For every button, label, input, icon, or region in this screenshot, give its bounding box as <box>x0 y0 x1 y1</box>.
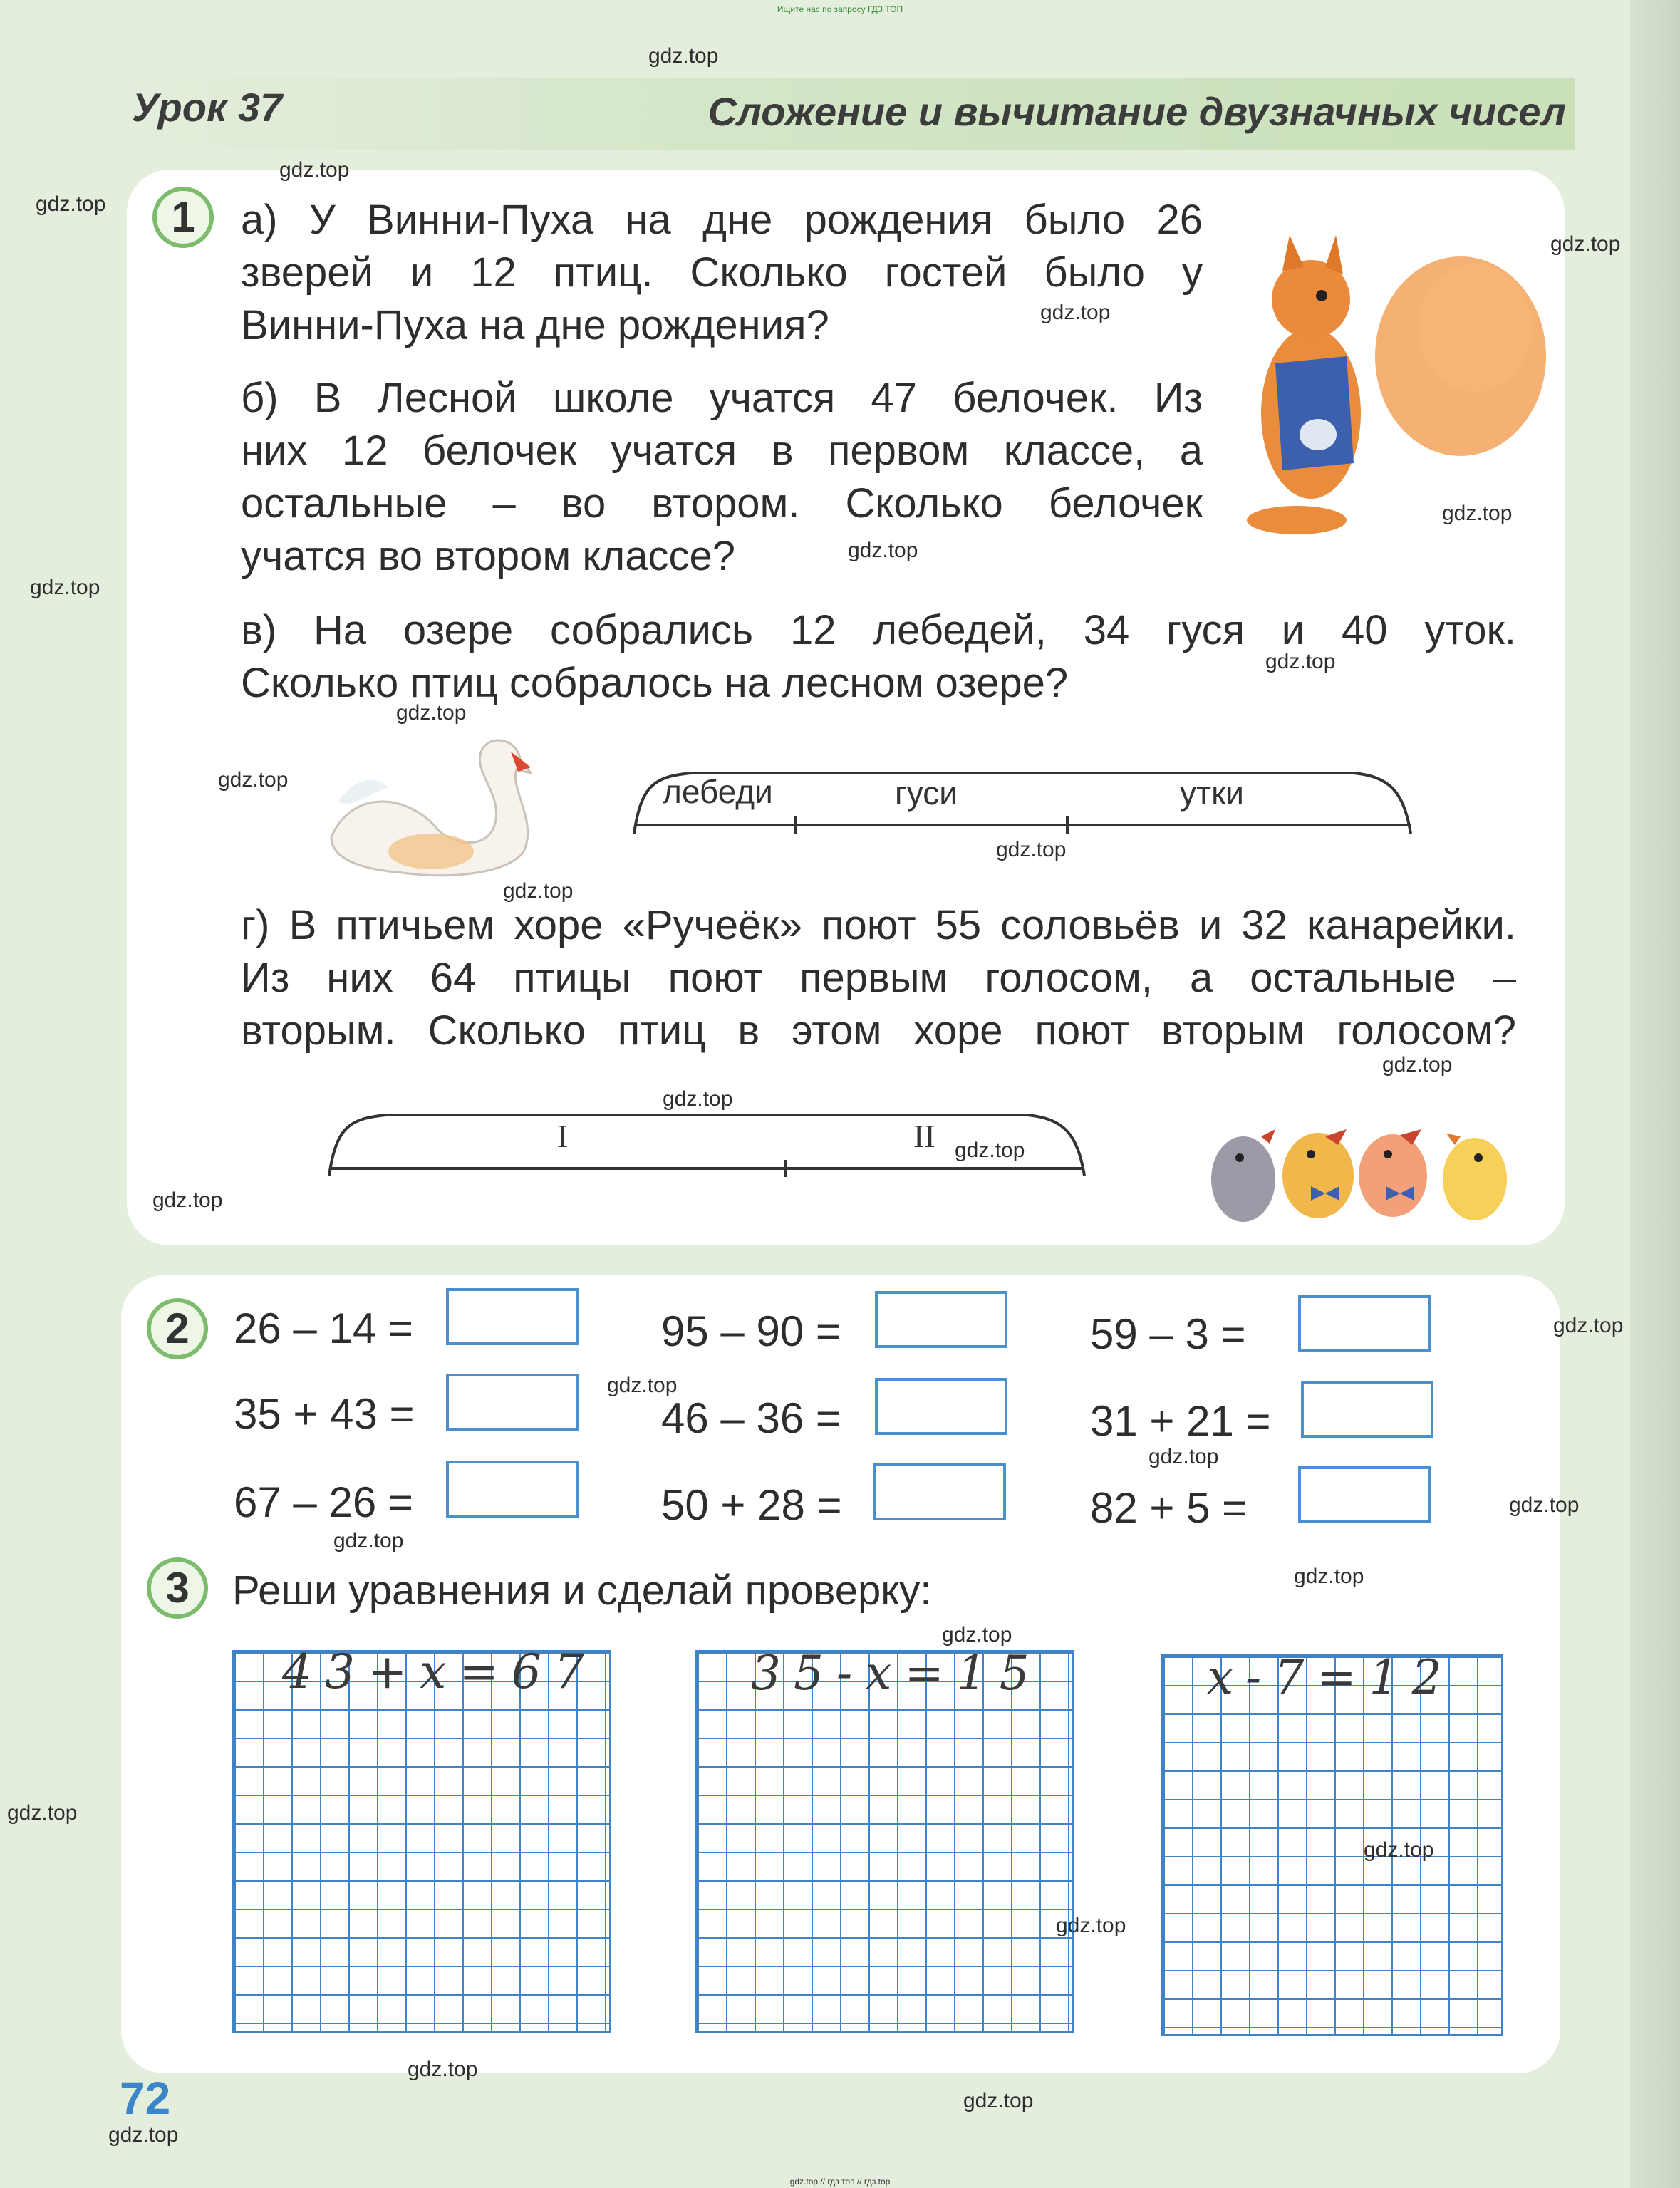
watermark: gdz.top <box>36 192 106 216</box>
task1-a-line-1: а) У Винни-Пуха на дне рождения было 26 <box>241 197 1203 243</box>
scheme1-label-ducks: утки <box>1180 774 1244 812</box>
watermark: gdz.top <box>1442 502 1513 525</box>
watermark: gdz.top <box>218 768 289 792</box>
watermark: gdz.top <box>108 2123 179 2147</box>
equation-grid-3[interactable] <box>1161 1654 1503 2036</box>
scheme2-label-second: II <box>913 1118 935 1154</box>
watermark: gdz.top <box>1294 1565 1364 1588</box>
watermark: gdz.top <box>607 1374 678 1397</box>
top-note: Ищите нас по запросу ГДЗ ТОП <box>777 4 903 14</box>
watermark: gdz.top <box>30 576 100 599</box>
task2-answer-box[interactable] <box>873 1463 1006 1520</box>
task1-a-line-2: зверей и 12 птиц. Сколько гостей было у <box>241 249 1203 296</box>
task2-expr-1-1: 26 – 14 = <box>234 1305 413 1352</box>
task3-badge: 3 <box>147 1557 208 1619</box>
task1-a-line-3: Винни-Пуха на дне рождения? <box>241 302 829 348</box>
equation-grid-2[interactable] <box>695 1650 1074 2033</box>
task1-b-line-1: б) В Лесной школе учатся 47 белочек. Из <box>241 375 1203 421</box>
watermark: gdz.top <box>1265 650 1336 673</box>
watermark: gdz.top <box>279 158 350 182</box>
task1-g-line-3: вторым. Сколько птиц в этом хоре поют вторым голосом? <box>241 1007 1516 1054</box>
page-edge <box>1630 0 1680 2188</box>
watermark: gdz.top <box>848 539 918 562</box>
task1-g-line-2: Из них 64 птицы поют первым голосом, а остальные – <box>241 955 1516 1001</box>
task1-g-line-1: г) В птичьем хоре «Ручеёк» поют 55 соловьёв и 32 канарейки. <box>241 902 1516 948</box>
task2-expr-2-1: 35 + 43 = <box>234 1390 415 1438</box>
scheme1-label-geese: гуси <box>895 774 958 812</box>
task1-v-line-1: в) На озере собрались 12 лебедей, 34 гуся и 40 уток. <box>241 607 1516 653</box>
task2-answer-box[interactable] <box>1301 1381 1433 1438</box>
equation-1: 43+x=67 <box>282 1644 597 1699</box>
watermark: gdz.top <box>1553 1314 1624 1337</box>
watermark: gdz.top <box>152 1188 223 1212</box>
task3-title: Реши уравнения и сделай проверку: <box>232 1567 932 1614</box>
equation-grid-1[interactable] <box>232 1650 611 2033</box>
watermark: gdz.top <box>408 2058 478 2081</box>
task1-b-line-3: остальные – во втором. Сколько белочек <box>241 480 1203 527</box>
task1-badge: 1 <box>152 187 214 248</box>
swan-illustration <box>324 730 538 880</box>
equation-3: x-7=12 <box>1207 1650 1455 1705</box>
watermark: gdz.top <box>1056 1914 1126 1937</box>
task2-expr-2-2: 46 – 36 = <box>661 1394 841 1442</box>
task2-answer-box[interactable] <box>875 1291 1007 1348</box>
task2-expr-1-3: 59 – 3 = <box>1090 1310 1246 1358</box>
watermark: gdz.top <box>1509 1493 1580 1517</box>
birds-illustration <box>1204 1108 1518 1229</box>
scheme2-label-first: I <box>557 1118 569 1154</box>
task2-expr-1-2: 95 – 90 = <box>661 1307 841 1355</box>
watermark: gdz.top <box>648 44 719 68</box>
watermark: gdz.top <box>7 1801 78 1825</box>
task2-badge: 2 <box>147 1298 208 1359</box>
lesson-topic: Сложение и вычитание двузначных чисел <box>707 89 1566 134</box>
watermark: gdz.top <box>396 701 467 725</box>
equation-2: 35-x=15 <box>751 1646 1042 1701</box>
watermark: gdz.top <box>1550 232 1621 256</box>
watermark: gdz.top <box>942 1623 1012 1647</box>
task1-b-line-2: них 12 белочек учатся в первом классе, а <box>241 427 1203 474</box>
lesson-title: Урок 37 <box>132 85 283 130</box>
watermark: gdz.top <box>963 2089 1034 2112</box>
task1-v-line-2: Сколько птиц собралось на лесном озере? <box>241 660 1069 706</box>
task2-expr-2-3: 31 + 21 = <box>1090 1397 1271 1445</box>
scheme1-label-swans: лебеди <box>663 773 773 810</box>
task2-answer-box[interactable] <box>446 1288 579 1345</box>
watermark: gdz.top <box>333 1529 404 1552</box>
watermark: gdz.top <box>1382 1053 1453 1077</box>
watermark: gdz.top <box>503 879 574 903</box>
watermark: gdz.top <box>996 838 1067 861</box>
task2-answer-box[interactable] <box>446 1461 579 1518</box>
task2-answer-box[interactable] <box>1298 1466 1431 1523</box>
task2-expr-3-2: 50 + 28 = <box>661 1481 842 1529</box>
bottom-note: gdz.top // гдз топ // гдз.top <box>789 2177 891 2187</box>
task2-expr-3-3: 82 + 5 = <box>1090 1484 1248 1532</box>
page-number: 72 <box>120 2073 171 2124</box>
task2-answer-box[interactable] <box>875 1378 1007 1435</box>
task2-expr-3-1: 67 – 26 = <box>234 1478 413 1526</box>
watermark: gdz.top <box>663 1087 733 1111</box>
watermark: gdz.top <box>955 1139 1025 1162</box>
task2-answer-box[interactable] <box>1298 1295 1431 1352</box>
watermark: gdz.top <box>1364 1838 1434 1862</box>
task2-answer-box[interactable] <box>446 1374 579 1431</box>
watermark: gdz.top <box>1040 301 1111 324</box>
task1-b-line-4: учатся во втором классе? <box>241 533 736 579</box>
watermark: gdz.top <box>1148 1445 1219 1468</box>
